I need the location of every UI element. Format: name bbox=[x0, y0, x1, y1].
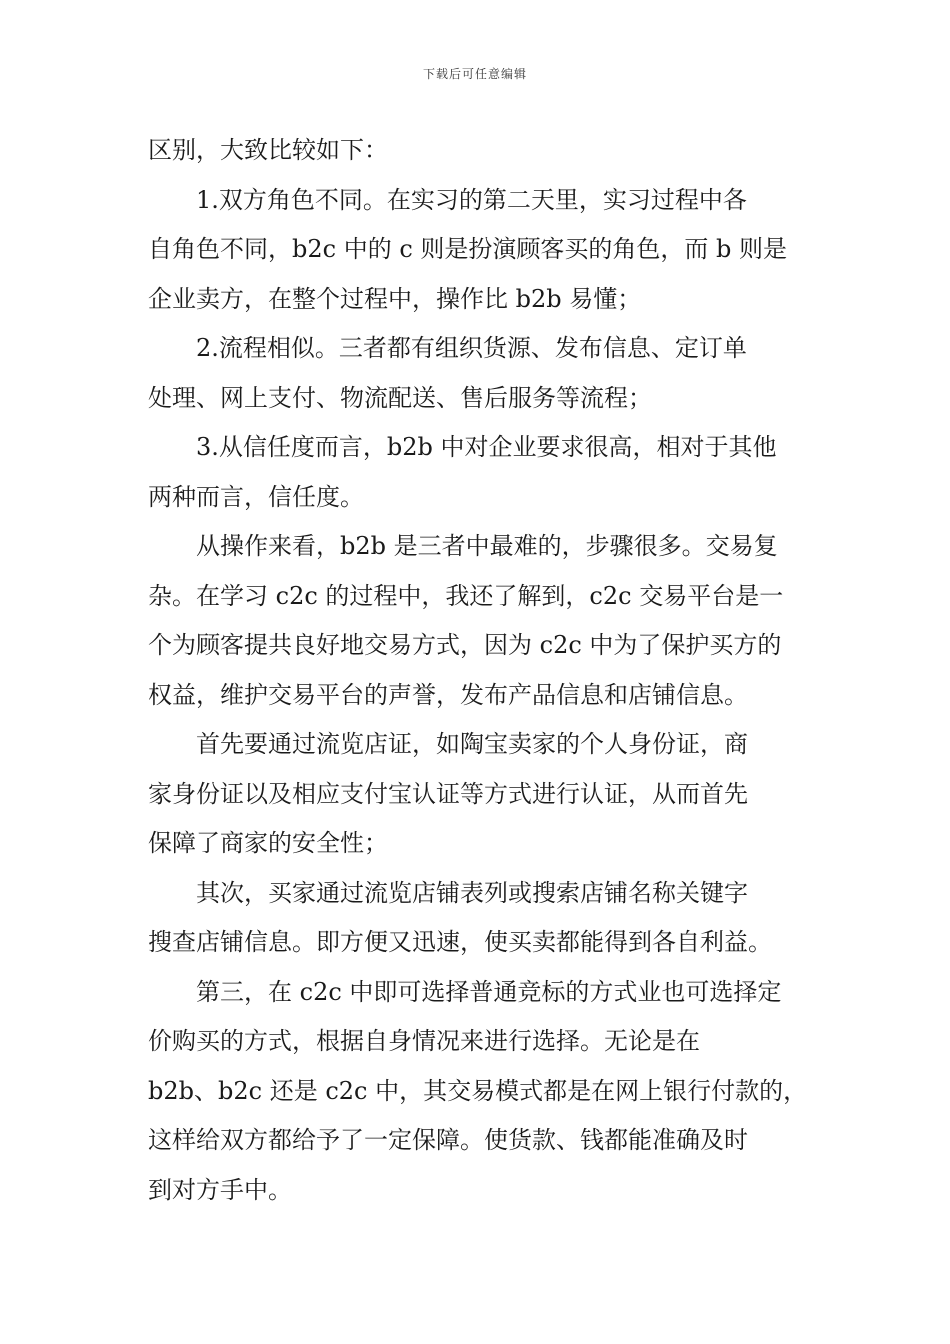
text-line: 1.双方角色不同。在实习的第二天里，实习过程中各 bbox=[196, 185, 747, 214]
text-line: 自角色不同，b2c 中的 c 则是扮演顾客买的角色，而 b 则是 bbox=[148, 235, 788, 263]
text-line: 第三，在 c2c 中即可选择普通竞标的方式业也可选择定 bbox=[196, 977, 782, 1006]
text-line: 搜查店铺信息。即方便又迅速，使买卖都能得到各自利益。 bbox=[148, 928, 772, 956]
document-body bbox=[148, 126, 808, 1215]
text-line: 首先要通过流览店证，如陶宝卖家的个人身份证，商 bbox=[196, 730, 748, 758]
text-line: 保障了商家的安全性； bbox=[148, 829, 388, 857]
text-line: 杂。在学习 c2c 的过程中，我还了解到，c2c 交易平台是一 bbox=[148, 581, 784, 610]
page-header: 下载后可任意编辑 bbox=[422, 67, 527, 81]
text-line: 权益，维护交易平台的声誉，发布产品信息和店铺信息。 bbox=[148, 680, 748, 709]
text-line: 企业卖方，在整个过程中，操作比 b2b 易懂； bbox=[148, 284, 642, 313]
text-line: 两种而言，信任度。 bbox=[148, 482, 364, 511]
text-line: 这样给双方都给予了一定保障。使货款、钱都能准确及时 bbox=[148, 1126, 748, 1154]
text-line: 处理、网上支付、物流配送、售后服务等流程； bbox=[148, 383, 652, 412]
text-line: 个为顾客提共良好地交易方式，因为 c2c 中为了保护买方的 bbox=[148, 631, 782, 659]
text-line: 2.流程相似。三者都有组织货源、发布信息、定订单 bbox=[196, 334, 747, 362]
text-line: b2b、b2c 还是 c2c 中，其交易模式都是在网上银行付款的， bbox=[148, 1076, 808, 1105]
text-line: 价购买的方式，根据自身情况来进行选择。无论是在 bbox=[148, 1027, 700, 1055]
text-line: 从操作来看，b2b 是三者中最难的，步骤很多。交易复 bbox=[196, 532, 778, 560]
text-line: 区别，大致比较如下： bbox=[148, 136, 388, 164]
text-line: 到对方手中。 bbox=[148, 1175, 292, 1204]
text-line: 3.从信任度而言，b2b 中对企业要求很高，相对于其他 bbox=[196, 433, 777, 461]
text-line: 其次，买家通过流览店铺表列或搜索店铺名称关键字 bbox=[196, 878, 748, 907]
text-line: 家身份证以及相应支付宝认证等方式进行认证，从而首先 bbox=[148, 779, 748, 808]
